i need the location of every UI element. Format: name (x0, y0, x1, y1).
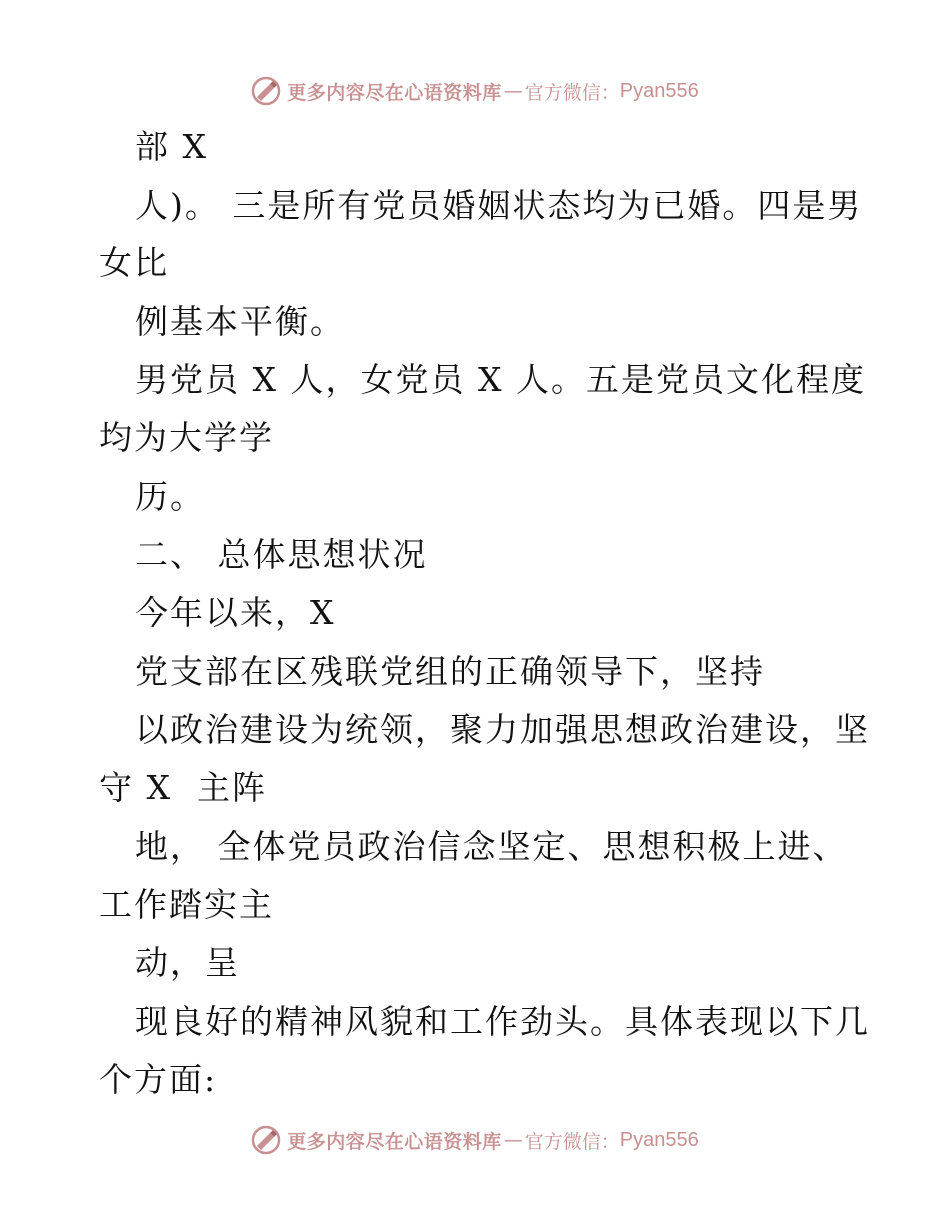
text-line: 部 X (135, 127, 208, 166)
header-separator: — (503, 80, 523, 102)
text-line: 现良好的精神风貌和工作劲头。具体表现以下几 (135, 1002, 870, 1041)
text-line: 例基本平衡。 (135, 302, 345, 341)
text-line: 工作踏实主 (99, 885, 274, 924)
header-wechat-id: Pyan556 (619, 79, 699, 102)
footer-separator: — (503, 1129, 523, 1151)
text-line: 男党员 X 人，女党员 X 人。五是党员文化程度 (135, 360, 866, 399)
header-watermark-banner (0, 71, 950, 111)
text-line: 个方面: (99, 1060, 218, 1099)
text-line: 今年以来，X (135, 593, 336, 632)
footer-banner-text: 更多内容尽在心语资料库 (287, 1130, 502, 1153)
footer-watermark-banner (0, 1120, 950, 1160)
text-line: 历。 (135, 477, 205, 516)
text-line: 动，呈 (135, 943, 240, 982)
text-line: 人)。 三是所有党员婚姻状态均为已婚。四是男 (135, 186, 863, 225)
header-banner-text: 更多内容尽在心语资料库 (287, 81, 502, 104)
text-line: 守 X 主阵 (99, 768, 267, 807)
footer-sub-text: 官方微信： (524, 1130, 620, 1153)
pen-nib-logo-icon (251, 1125, 281, 1155)
footer-wechat-id: Pyan556 (619, 1128, 699, 1151)
text-line: 地， 全体党员政治信念坚定、思想积极上进、 (135, 827, 848, 866)
pen-nib-logo-icon (251, 76, 281, 106)
text-line: 女比 (99, 243, 169, 282)
text-line: 均为大学学 (99, 418, 274, 457)
text-line: 以政治建设为统领，聚力加强思想政治建设，坚 (135, 710, 870, 749)
header-sub-text: 官方微信： (524, 81, 620, 104)
text-line: 党支部在区残联党组的正确领导下，坚持 (135, 652, 765, 691)
section-heading: 二、 总体思想状况 (135, 535, 428, 574)
